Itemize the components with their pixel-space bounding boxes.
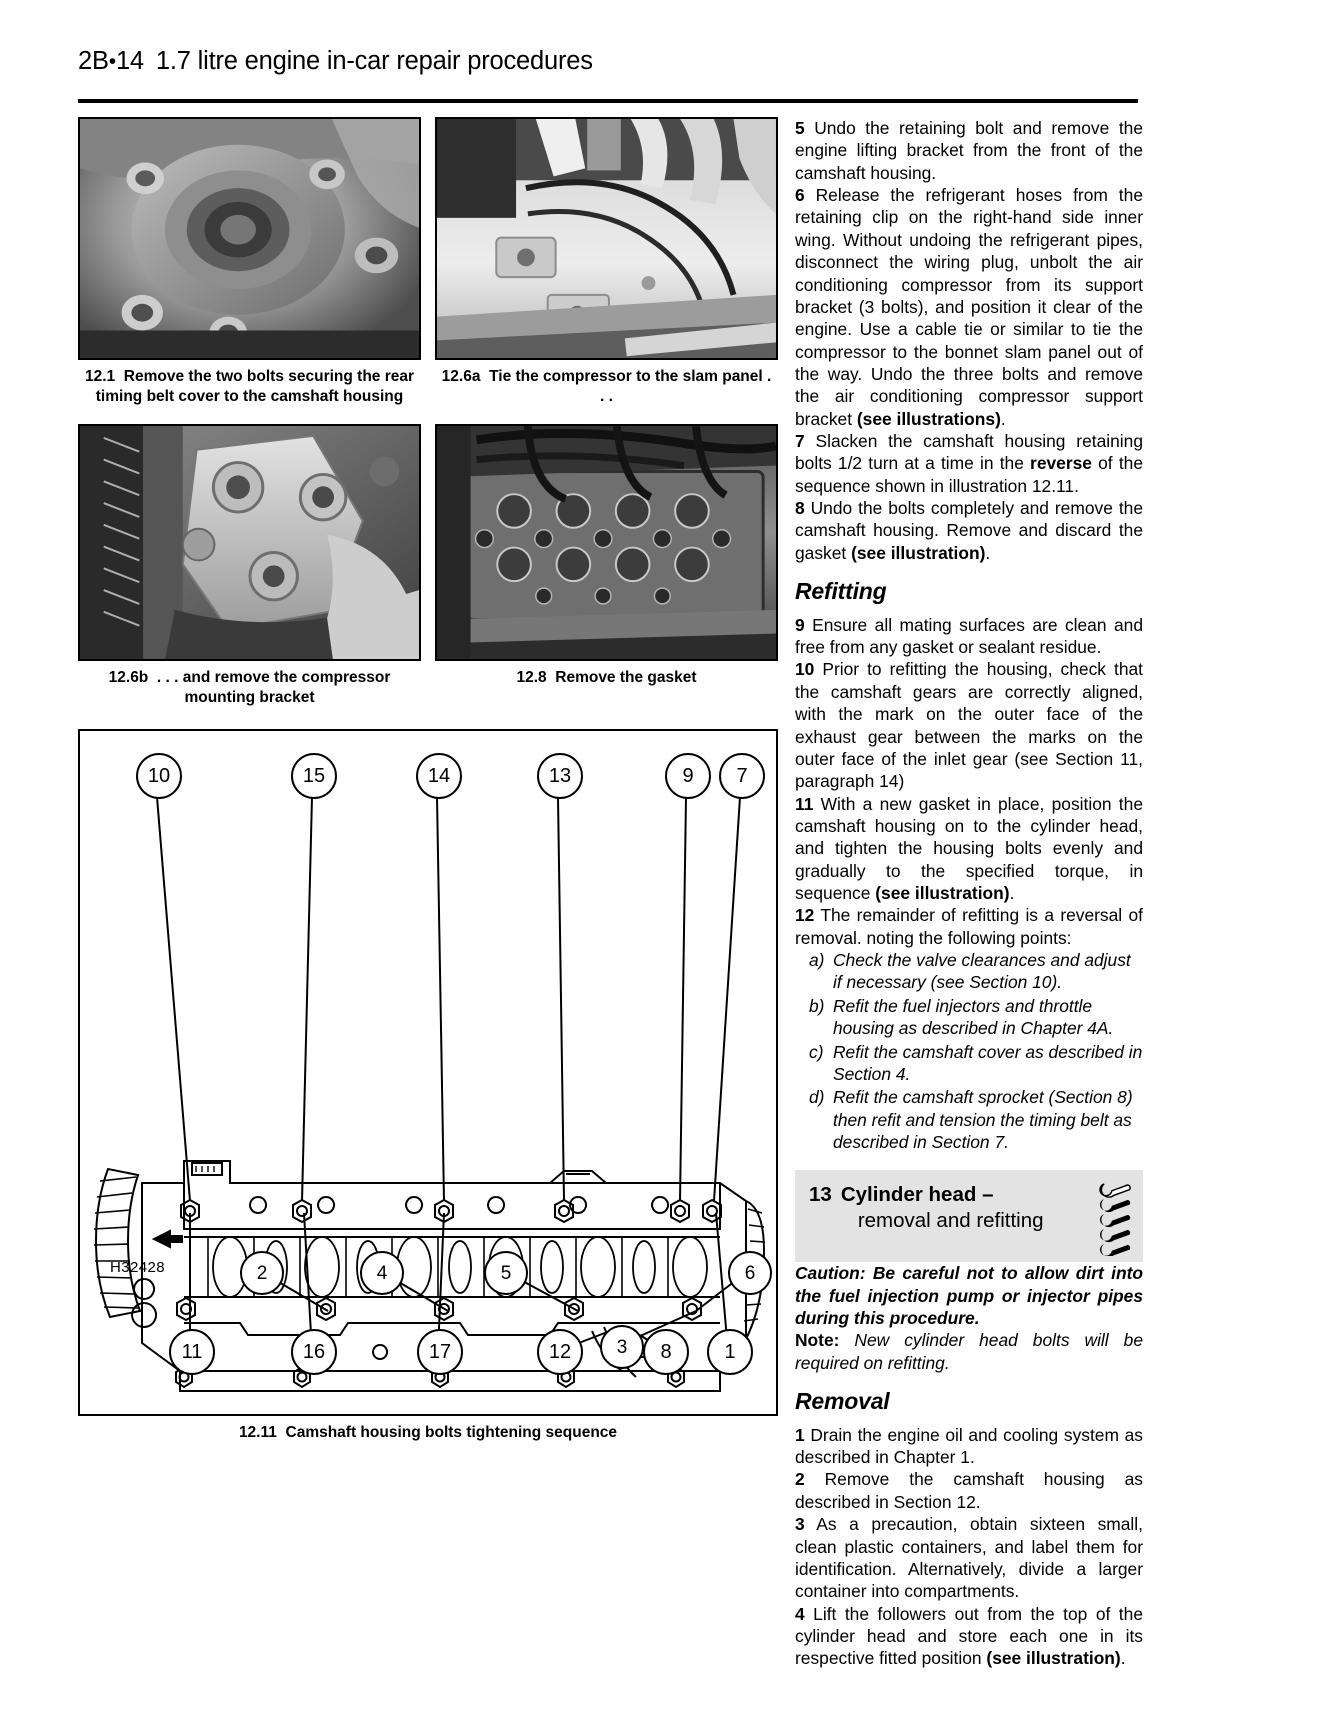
photo-12-6b <box>78 424 421 661</box>
photo-row-bottom <box>78 424 778 709</box>
header-rule <box>78 99 1138 103</box>
section-13-title <box>841 1182 1044 1234</box>
photo-12-6a <box>435 117 778 360</box>
paragraph-5: 5 Undo the retaining bolt and remove the engine lifting bracket from the front of the camshaft housing. <box>795 118 1143 183</box>
paragraph-6: 6 Release the refrigerant hoses from the retaining clip on the right-hand side inner wing. Without undoing the refrigerant pipes, disconnect the wiring plug, unbolt the air conditioning compressor from its support bracket (3 bolts), and position it clear of the engine. Use a cable tie or similar to tie the compressor to the bonnet slam panel out of the way. Undo the three bolts and remove the air conditioning compressor support bracket (see illustrations). <box>795 185 1143 429</box>
removal-paragraph-3: 3 As a precaution, obtain sixteen small, clean plastic containers, and label them for identification. Alternatively, divide a larger container into compartments. <box>795 1514 1143 1602</box>
heading-refitting: Refitting <box>795 578 887 605</box>
section-13-number: 13 <box>809 1183 832 1207</box>
sublist-item-a <box>809 949 1143 994</box>
callout-bolt-7: 7 <box>719 753 765 799</box>
callout-leader-lines <box>80 731 776 1414</box>
callout-bolt-8: 8 <box>643 1329 689 1375</box>
callout-bolt-13: 13 <box>537 753 583 799</box>
figure-12-8 <box>435 424 778 709</box>
sublist-item-d <box>809 1086 1143 1153</box>
figure-12-6a <box>435 117 778 408</box>
page-reference: 2B•14 <box>78 47 144 75</box>
section-13-heading <box>795 1170 1143 1262</box>
figure-12-6b <box>78 424 421 709</box>
spanner-rating-icon <box>1091 1176 1135 1256</box>
paragraph-7: 7 Slacken the camshaft housing retaining bolts 1/2 turn at a time in the reverse of the sequence shown in illustration 12.11. <box>795 431 1143 496</box>
caution-text: Be careful not to allow dirt into the fuel injection pump or injector pipes during this procedure. <box>795 1263 1143 1329</box>
section-13-title-line2: removal and refitting <box>857 1209 1044 1233</box>
removal-paragraph-4: 4 Lift the followers out from the top of the cylinder head and store each one in its respective fitted position (see illustration). <box>795 1603 1143 1669</box>
photo-12-8 <box>435 424 778 661</box>
paragraph-9: 9 Ensure all mating surfaces are clean and free from any gasket or sealant residue. <box>795 614 1143 658</box>
callout-bolt-9: 9 <box>665 753 711 799</box>
sublist-text-c: Refit the camshaft cover as described in Section 4. <box>833 1041 1143 1084</box>
callout-bolt-15: 15 <box>291 753 337 799</box>
diagram-code: H32428 <box>110 1259 165 1276</box>
refitting-sublist <box>795 949 1143 1153</box>
sublist-text-b: Refit the fuel injectors and throttle housing as described in Chapter 4A. <box>833 995 1114 1039</box>
note-label: Note: <box>795 1330 840 1351</box>
callout-bolt-17: 17 <box>417 1329 463 1375</box>
callout-bolt-16: 16 <box>291 1329 337 1375</box>
paragraph-8: 8 Undo the bolts completely and remove the camshaft housing. Remove and discard the gasket (see illustration). <box>795 498 1143 563</box>
callout-bolt-11: 11 <box>169 1329 215 1375</box>
callout-bolt-14: 14 <box>416 753 462 799</box>
photo-12-8-image <box>437 426 776 660</box>
photo-12-6a-image <box>437 119 776 359</box>
figure-12-11-diagram <box>78 729 778 1416</box>
right-column <box>795 117 1143 1670</box>
callout-bolt-3: 3 <box>600 1325 644 1369</box>
callout-bolt-12: 12 <box>537 1329 583 1375</box>
figure-12-8-caption: 12.8 Remove the gasket <box>516 668 697 686</box>
sublist-item-c <box>809 1041 1143 1086</box>
photo-12-1 <box>78 117 421 360</box>
photo-12-1-image <box>80 119 419 359</box>
note-block <box>795 1329 1143 1374</box>
figure-12-11-caption: 12.11 Camshaft housing bolts tightening sequence <box>238 1424 618 1441</box>
photo-12-6b-image <box>80 426 419 660</box>
callout-bolt-6: 6 <box>728 1251 772 1295</box>
sublist-marker-b: b) <box>809 995 825 1016</box>
figure-12-6a-caption: 12.6a Tie the compressor to the slam panel . . . <box>441 368 772 406</box>
paragraph-12: 12 The remainder of refitting is a reversal of removal. noting the following points: <box>795 905 1143 948</box>
left-column <box>78 117 778 709</box>
paragraph-11: 11 With a new gasket in place, position the camshaft housing on to the cylinder head, and tighten the housing bolts evenly and gradually to the specified torque, in sequence (see illustration). <box>795 793 1143 904</box>
photo-row-top <box>78 117 778 408</box>
sublist-marker-c: c) <box>809 1041 824 1062</box>
sublist-marker-a: a) <box>809 950 825 971</box>
page-title: 1.7 litre engine in-car repair procedures <box>155 47 593 75</box>
figure-12-1 <box>78 117 421 408</box>
page-header <box>78 47 1258 76</box>
heading-removal: Removal <box>795 1388 890 1415</box>
removal-paragraph-1: 1 Drain the engine oil and cooling system as described in Chapter 1. <box>795 1424 1143 1468</box>
paragraph-10: 10 Prior to refitting the housing, check that the camshaft gears are correctly aligned, with the mark on the outer face of the exhaust gear between the marks on the outer face of the inlet gear (see Section 11, paragraph 14) <box>795 659 1143 792</box>
caution-label: Caution: <box>795 1263 866 1284</box>
sublist-text-d: Refit the camshaft sprocket (Section 8) then refit and tension the timing belt as described in Section 7. <box>833 1087 1133 1152</box>
callout-bolt-10: 10 <box>136 753 182 799</box>
callout-bolt-5: 5 <box>484 1251 528 1295</box>
section-13-title-line1: Cylinder head – <box>840 1183 994 1207</box>
removal-paragraph-2: 2 Remove the camshaft housing as described in Section 12. <box>795 1469 1143 1512</box>
sublist-item-b <box>809 995 1143 1040</box>
sublist-text-a: Check the valve clearances and adjust if necessary (see Section 10). <box>833 950 1131 993</box>
figure-12-6b-caption: 12.6b . . . and remove the compressor mounting bracket <box>108 668 391 707</box>
figure-12-1-caption: 12.1 Remove the two bolts securing the rear timing belt cover to the camshaft housing <box>84 368 415 406</box>
sublist-marker-d: d) <box>809 1087 825 1108</box>
caution-note <box>795 1262 1143 1329</box>
callout-bolt-4: 4 <box>360 1251 404 1295</box>
note-text: New cylinder head bolts will be required on refitting. <box>795 1330 1143 1373</box>
callout-bolt-1: 1 <box>707 1329 753 1375</box>
callout-bolt-2: 2 <box>240 1251 284 1295</box>
